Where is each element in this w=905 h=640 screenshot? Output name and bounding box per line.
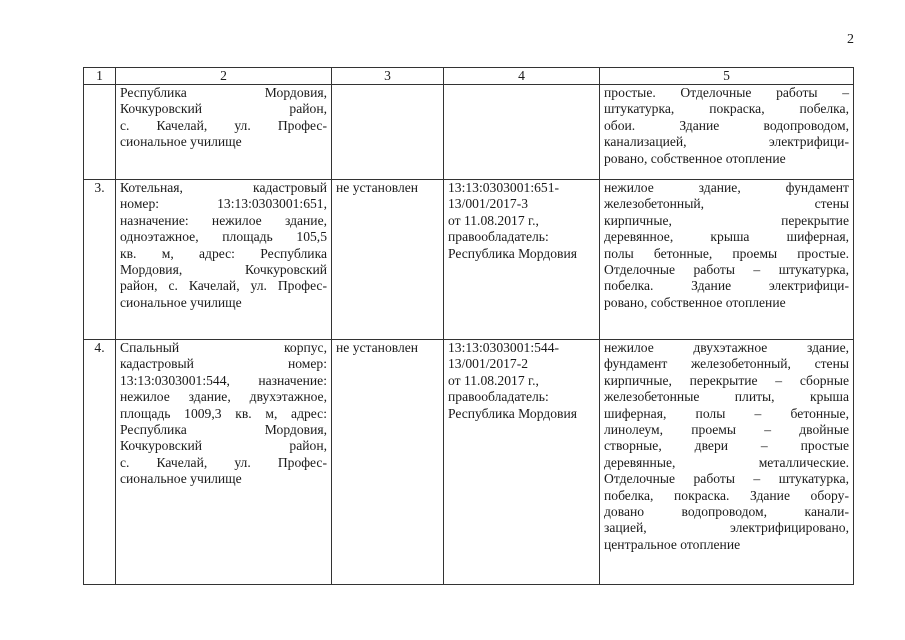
text-line: шиферная, полы – бетонные, [604, 405, 849, 421]
text-line: от 11.08.2017 г., [448, 372, 539, 388]
row-number [84, 85, 116, 180]
text-line: центральное отопление [604, 536, 741, 552]
text-line: одноэтажное, площадь 105,5 [120, 229, 327, 245]
text-line: правообладатель: [448, 389, 549, 405]
text-line: Кочкуровский район, [120, 438, 327, 454]
column-header: 1 [84, 68, 116, 85]
object-cell [116, 85, 332, 180]
text-line: деревянное, крыша шиферная, [604, 229, 849, 245]
text-line: номер: 13:13:0303001:651, [120, 196, 327, 212]
text-line: зацией, электрифицировано, [604, 520, 849, 536]
text-line: Республика Мордовия, [120, 85, 327, 100]
text-line: фундамент железобетонный, стены [604, 356, 849, 372]
description-cell [600, 340, 854, 585]
text-line: побелка, покраска. Здание обору- [604, 487, 849, 503]
text-line: Котельная, кадастровый [120, 180, 327, 195]
table-row [84, 340, 854, 585]
registration-cell [444, 340, 600, 585]
text-line: ровано, собственное отопление [604, 294, 786, 310]
text-line: кадастровый номер: [120, 356, 327, 372]
text-line: Республика Мордовия [448, 405, 577, 421]
text-line: Республика Мордовия [448, 245, 577, 261]
row-number: 4. [84, 340, 116, 585]
text-line: деревянные, металлические. [604, 454, 849, 470]
text-line: побелка. Здание электрифици- [604, 278, 849, 294]
text-line: 13:13:0303001:544, назначение: [120, 372, 327, 388]
text-line: Кочкуровский район, [120, 101, 327, 117]
registration-cell [444, 85, 600, 180]
text-line: от 11.08.2017 г., [448, 212, 539, 228]
text-line: правообладатель: [448, 229, 549, 245]
text-line: Спальный корпус, [120, 340, 327, 355]
table-row [84, 85, 854, 180]
text-line: район, с. Качелай, ул. Профес- [120, 278, 327, 294]
text-line: 13/001/2017-2 [448, 356, 529, 372]
text-line: Республика Мордовия, [120, 422, 327, 438]
property-table [83, 67, 854, 585]
page-number: 2 [847, 32, 854, 47]
text-line: с. Качелай, ул. Профес- [120, 454, 327, 470]
text-line: Отделочные работы – штукатурка, [604, 262, 849, 278]
description-cell [600, 85, 854, 180]
text-line: железобетонные плиты, крыша [604, 389, 849, 405]
text-line: створные, двери – простые [604, 438, 849, 454]
object-cell [116, 180, 332, 340]
text-line: 13:13:0303001:651- [448, 180, 560, 195]
text-line: обои. Здание водопроводом, [604, 117, 849, 133]
encumbrance-cell [332, 85, 444, 180]
row-number: 3. [84, 180, 116, 340]
text-line: 13/001/2017-3 [448, 196, 529, 212]
column-header: 5 [600, 68, 854, 85]
encumbrance-cell: не установлен [332, 180, 444, 340]
text-line: кирпичные, перекрытие [604, 212, 849, 228]
text-line: кв. м, адрес: Республика [120, 245, 327, 261]
text-line: нежилое здание, двухэтажное, [120, 389, 327, 405]
column-header: 2 [116, 68, 332, 85]
object-cell [116, 340, 332, 585]
description-cell [600, 180, 854, 340]
registration-cell [444, 180, 600, 340]
text-line: ровано, собственное отопление [604, 150, 786, 166]
text-line: Мордовия, Кочкуровский [120, 262, 327, 278]
text-line: нежилое двухэтажное здание, [604, 340, 849, 355]
text-line: полы бетонные, проемы простые. [604, 245, 849, 261]
table-row [84, 180, 854, 340]
text-line: простые. Отделочные работы – [604, 85, 849, 100]
text-line: с. Качелай, ул. Профес- [120, 117, 327, 133]
text-line: сиональное училище [120, 471, 242, 487]
encumbrance-cell: не установлен [332, 340, 444, 585]
text-line: назначение: нежилое здание, [120, 212, 327, 228]
text-line: Отделочные работы – штукатурка, [604, 471, 849, 487]
text-line: сиональное училище [120, 294, 242, 310]
text-line: нежилое здание, фундамент [604, 180, 849, 195]
text-line: довано водопроводом, канали- [604, 504, 849, 520]
column-header: 3 [332, 68, 444, 85]
text-line: кирпичные, перекрытие – сборные [604, 372, 849, 388]
text-line: 13:13:0303001:544- [448, 340, 560, 355]
column-header: 4 [444, 68, 600, 85]
text-line: площадь 1009,3 кв. м, адрес: [120, 405, 327, 421]
text-line: железобетонный, стены [604, 196, 849, 212]
text-line: канализацией, электрифици- [604, 134, 849, 150]
text-line: штукатурка, покраска, побелка, [604, 101, 849, 117]
table-header-row [84, 68, 854, 85]
text-line: линолеум, проемы – двойные [604, 422, 849, 438]
text-line: сиональное училище [120, 134, 242, 150]
